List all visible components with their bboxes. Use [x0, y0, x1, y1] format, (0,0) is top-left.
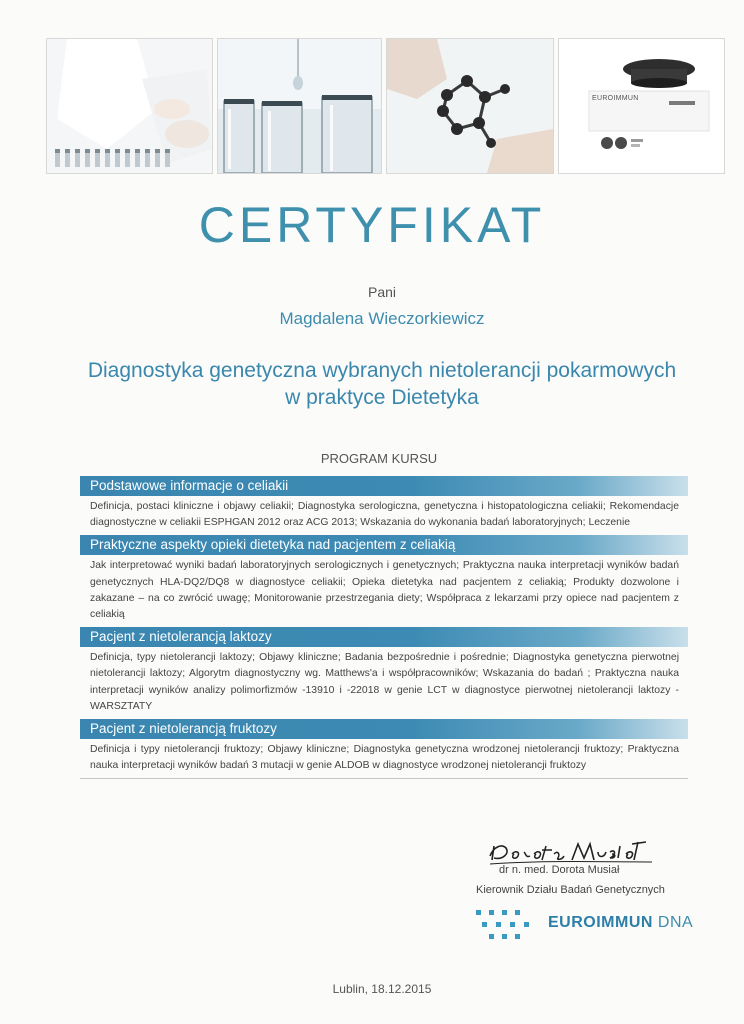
- molecule-model-photo: [386, 38, 554, 174]
- section-heading: Pacjent z nietolerancją laktozy: [80, 627, 688, 647]
- logo-suffix: DNA: [657, 914, 694, 931]
- course-title-line-2: w praktyce Dietetyka: [285, 386, 479, 409]
- section-heading: Podstawowe informacje o celiakii: [80, 476, 688, 496]
- recipient-name: Magdalena Wieczorkiewicz: [279, 309, 485, 328]
- certificate-title: CERTYFIKAT: [198, 197, 546, 253]
- place-date: Lublin, 18.12.2015: [332, 982, 432, 996]
- program-section: [80, 719, 688, 778]
- section-heading: Pacjent z nietolerancją fruktozy: [80, 719, 688, 739]
- section-body: Definicja, postaci kliniczne i objawy celiakii; Diagnostyka serologiczna, genetyczna i histopatologiczna celiakii; Rekomendacje diagnostyczne w celiakii ESPHGAN 2012 oraz ACG 2013; Wskazania do wykonania badań laboratoryjnych; Leczenie: [90, 501, 679, 529]
- program-label: PROGRAM KURSU: [320, 451, 438, 466]
- section-body: Definicja i typy nietolerancji fruktozy; Objawy kliniczne; Diagnostyka genetyczna wrodzonej nietolerancji fruktozy; Praktyczna nauka interpretacji wyników badań 3 mutacji w genie ALDOB w diagnostyce wrodzonej nietolerancji fruktozy: [90, 744, 679, 772]
- program-section: [80, 535, 688, 627]
- analyzer-device-photo: [558, 38, 725, 174]
- euroimmun-dna-logo: [548, 914, 693, 932]
- header-photo-strip: [46, 38, 723, 172]
- signer-role: Kierownik Działu Badań Genetycznych: [476, 884, 665, 896]
- lab-samples-photo: [46, 38, 213, 174]
- section-body: Definicja, typy nietolerancji laktozy; Objawy kliniczne; Badania bezpośrednie i pośrednie; Diagnostyka genetyczna pierwotnej nietolerancji laktozy; Algorytm diagnostyczny wg. Matthews'a i współpracowników; Wskazania do badań ; Praktyczna nauka interpretacji wyników analizy polimorfizmów -13910 i -22018 w genie LCT w diagnostyce pierwotnej nietolerancji laktozy - WARSZTATY: [90, 652, 679, 712]
- course-title-line-1: Diagnostyka genetyczna wybranych nietolerancji pokarmowych: [87, 359, 677, 382]
- section-body: Jak interpretować wyniki badań laboratoryjnych serologicznych i genetycznych; Praktyczna nauka interpretacji wyników badań genetycznych HLA-DQ2/DQ8 w diagnostyce celiakii; Opieka dietetyka nad pacjentem z celiakią; Produkty dozwolone i zakazane – na co zwrócić uwagę; Monitorowanie przestrzegania diety; Współpraca z lekarzami przy opiece nad pacjentem z celiakią: [90, 560, 679, 621]
- signer-name: dr n. med. Dorota Musiał: [499, 864, 620, 876]
- program-section: [80, 476, 688, 535]
- program-table: [80, 476, 688, 779]
- course-title: [50, 357, 714, 411]
- dot-grid-logo-icon: [474, 908, 538, 942]
- device-brand-label: EUROIMMUN: [592, 95, 639, 102]
- salutation: Pani: [367, 284, 397, 300]
- section-heading: Praktyczne aspekty opieki dietetyka nad pacjentem z celiakią: [80, 535, 688, 555]
- logo-brand: EUROIMMUN: [548, 914, 653, 931]
- test-tubes-photo: [217, 38, 382, 174]
- program-section: [80, 627, 688, 719]
